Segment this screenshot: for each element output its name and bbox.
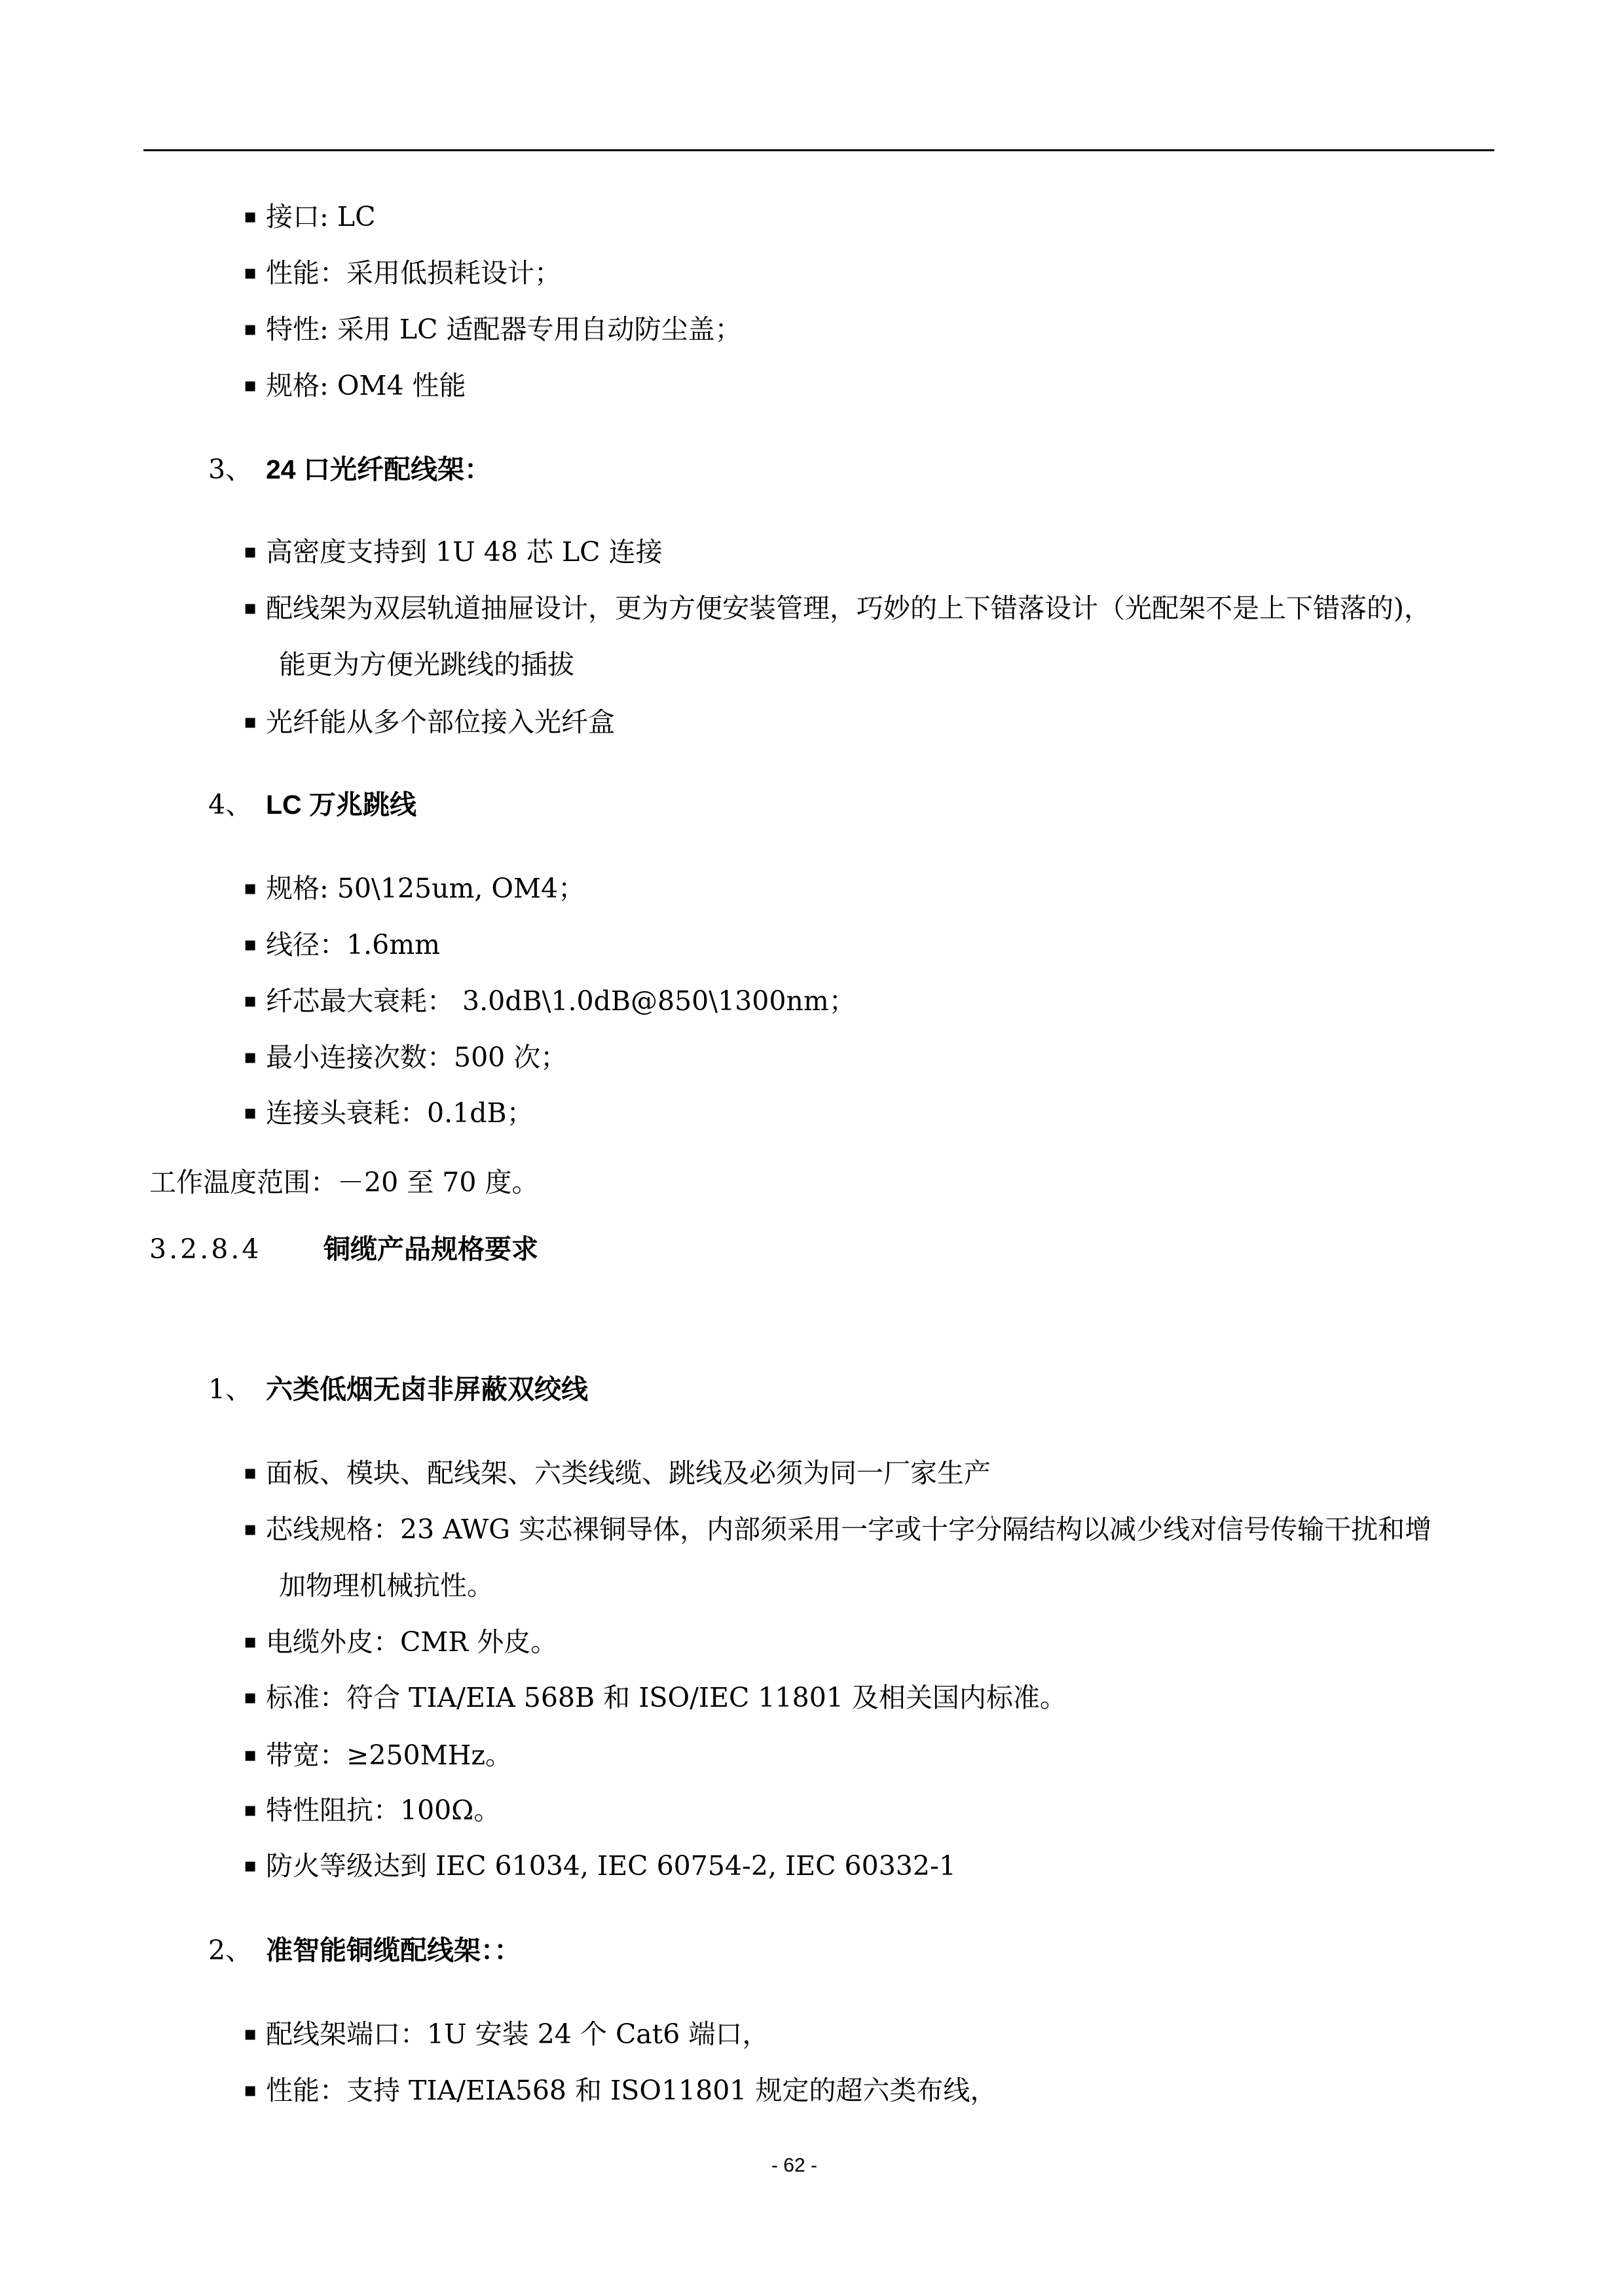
- bullet-marker: ▪: [244, 1686, 257, 1709]
- bullet-marker: ▪: [244, 1518, 257, 1540]
- list-item: [244, 2072, 997, 2109]
- list-item-text: 纤芯最大衰耗： 3.0dB\1.0dB@850\1300nm；: [266, 985, 856, 1017]
- list-item-text: 连接头衰耗：0.1dB；: [266, 1097, 534, 1129]
- list-item-text: 高密度支持到 1U 48 芯 LC 连接: [266, 536, 663, 568]
- list-item-text: 规格: 50\125um, OM4；: [266, 873, 585, 904]
- bullet-marker: ▪: [244, 933, 257, 956]
- list-item-text: 电缆外皮：CMR 外皮。: [266, 1626, 558, 1658]
- list-item: [244, 983, 856, 1019]
- list-item: [244, 870, 585, 907]
- list-item-text: 标准：符合 TIA/EIA 568B 和 ISO/IEC 11801 及相关国内标准。: [266, 1682, 1067, 1713]
- list-item: [244, 1679, 1067, 1716]
- heading-number: 3、: [208, 454, 253, 485]
- bullet-marker: ▪: [244, 1854, 257, 1877]
- list-item: [244, 1039, 567, 1076]
- operating-temperature-text: 工作温度范围：－20 至 70 度。: [149, 1167, 539, 1198]
- heading-title: LC 万兆跳线: [266, 790, 417, 820]
- list-item: [244, 1848, 956, 1884]
- list-item-text: 性能：采用低损耗设计；: [266, 257, 561, 289]
- fiber-patch-panel-heading: [208, 451, 491, 488]
- page-number: - 62 -: [771, 2155, 818, 2176]
- bullet-marker: ▪: [244, 1101, 257, 1124]
- list-item: [244, 534, 663, 570]
- bullet-marker: ▪: [244, 1798, 257, 1821]
- list-item-text: 特性阻抗：100Ω。: [266, 1795, 501, 1826]
- heading-number: 4、: [208, 789, 253, 820]
- bullet-marker: ▪: [244, 205, 257, 228]
- bullet-marker: ▪: [244, 2079, 257, 2102]
- bullet-marker: ▪: [244, 877, 257, 900]
- list-item: [244, 1455, 991, 1491]
- list-item: [244, 1737, 512, 1774]
- list-item-text: 面板、模块、配线架、六类线缆、跳线及必须为同一厂家生产: [266, 1457, 991, 1489]
- list-item: [244, 367, 466, 404]
- list-item-text: 配线架为双层轨道抽屉设计，更为方便安装管理，巧妙的上下错落设计（光配架不是上下错落的)，: [266, 592, 1431, 624]
- bullet-marker: ▪: [244, 318, 257, 340]
- list-item-text: 规格: OM4 性能: [266, 370, 466, 401]
- bullet-marker: ▪: [244, 1630, 257, 1653]
- bullet-marker: ▪: [244, 2022, 257, 2045]
- list-item: [244, 590, 1431, 627]
- list-item-text: 最小连接次数：500 次；: [266, 1042, 568, 1073]
- lc-jumper-heading: [208, 786, 416, 823]
- list-item: [244, 1511, 1431, 1548]
- list-item-text: 防火等级达到 IEC 61034, IEC 60754-2, IEC 60332-1: [266, 1850, 956, 1882]
- list-item: [244, 704, 615, 740]
- list-item: [244, 311, 742, 348]
- list-item-text: 光纤能从多个部位接入光纤盒: [266, 706, 615, 738]
- list-item: [244, 198, 375, 235]
- cat6-cable-heading: [208, 1371, 588, 1408]
- list-item-text: 芯线规格：23 AWG 实芯裸铜导体，内部须采用一字或十字分隔结构以减少线对信号传输干扰和增: [266, 1514, 1432, 1545]
- bullet-marker: ▪: [244, 596, 257, 619]
- bullet-marker: ▪: [244, 261, 257, 284]
- section-heading: [149, 1231, 538, 1267]
- bullet-marker: ▪: [244, 1743, 257, 1766]
- list-item: [244, 1095, 534, 1131]
- header-rule: [143, 149, 1494, 151]
- bullet-marker: ▪: [244, 540, 257, 563]
- list-item: [244, 255, 561, 291]
- list-item-text: 性能：支持 TIA/EIA568 和 ISO11801 规定的超六类布线，: [266, 2075, 997, 2106]
- list-item: [244, 1624, 557, 1660]
- heading-title: 24 口光纤配线架：: [266, 454, 491, 484]
- heading-title: 准智能铜缆配线架：：: [266, 1935, 521, 1965]
- bullet-marker: ▪: [244, 374, 257, 397]
- list-item-text: 特性: 采用 LC 适配器专用自动防尘盖；: [266, 314, 742, 345]
- list-item: [244, 2016, 769, 2052]
- bullet-marker: ▪: [244, 710, 257, 733]
- list-item-text: 带宽：≥250MHz。: [266, 1740, 512, 1771]
- bullet-marker: ▪: [244, 1461, 257, 1484]
- list-item-continuation: 能更为方便光跳线的插拔: [279, 649, 574, 680]
- bullet-marker: ▪: [244, 989, 257, 1012]
- list-item-text: 接口: LC: [266, 201, 376, 232]
- list-item-text: 线径：1.6mm: [266, 929, 440, 960]
- copper-patch-panel-heading: [208, 1932, 521, 1969]
- section-number: 3.2.8.4: [149, 1233, 262, 1265]
- list-item: [244, 926, 440, 963]
- list-item-text: 配线架端口：1U 安装 24 个 Cat6 端口，: [266, 2018, 769, 2050]
- heading-title: 六类低烟无卤非屏蔽双绞线: [266, 1374, 588, 1404]
- list-item-continuation: 加物理机械抗性。: [279, 1570, 494, 1601]
- section-title: 铜缆产品规格要求: [323, 1234, 538, 1264]
- heading-number: 1、: [208, 1374, 253, 1405]
- bullet-marker: ▪: [244, 1046, 257, 1068]
- list-item: [244, 1792, 500, 1829]
- heading-number: 2、: [208, 1935, 253, 1966]
